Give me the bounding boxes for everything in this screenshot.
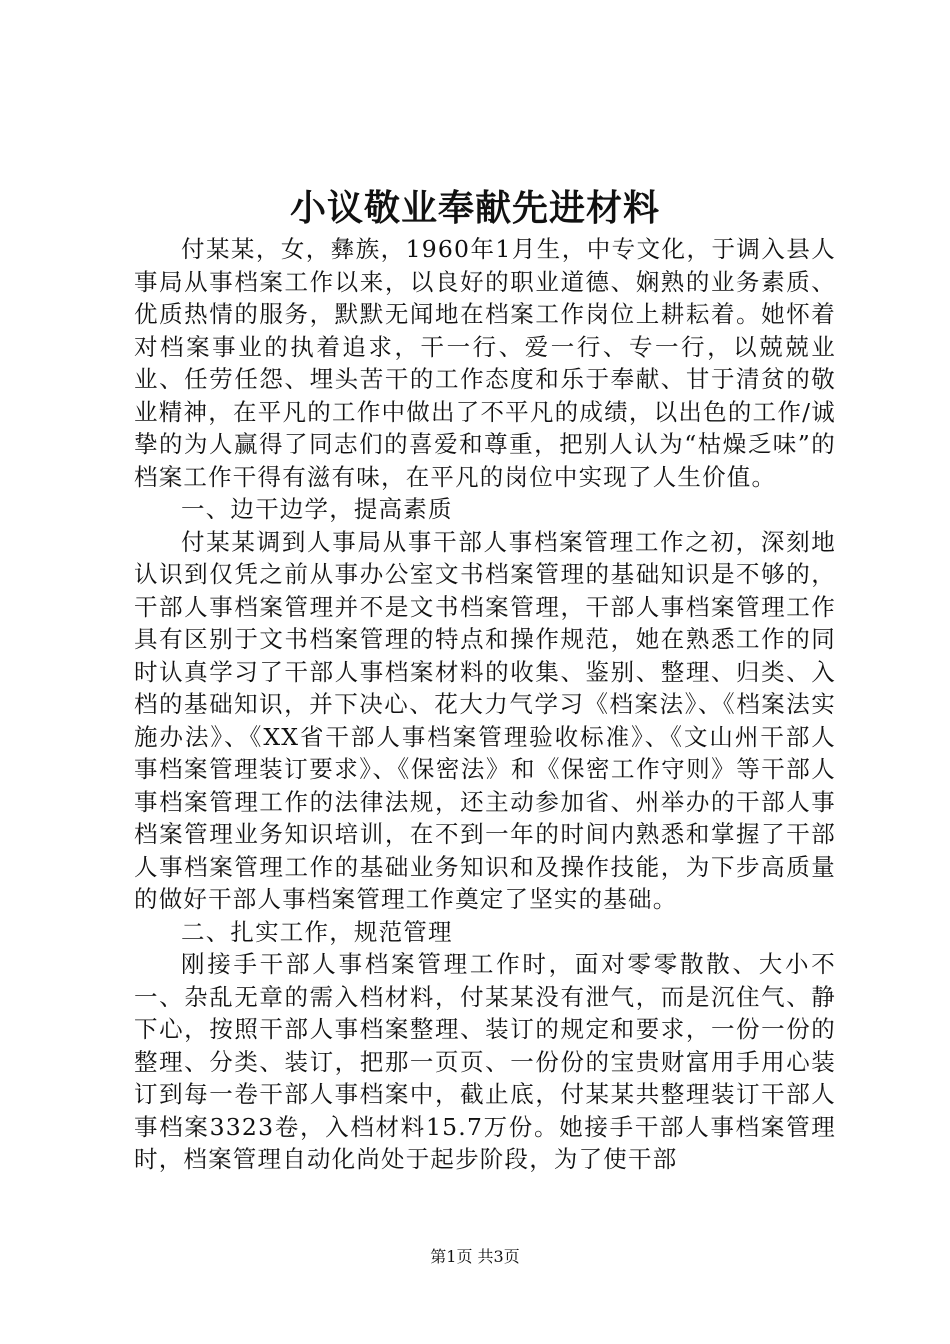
document-body [134, 233, 836, 1176]
section-heading-2: 二、扎实工作，规范管理 [181, 917, 453, 946]
page-number-footer: 第1页 共3页 [430, 1247, 520, 1266]
paragraph-section-2: 刚接手干部人事档案管理工作时，面对零零散散、大小不一、杂乱无章的需入档材料，付某某没有泄气，而是沉住气、静下心，按照干部人事档案整理、装订的规定和要求，一份一份的整理、分类、装订，把那一页页、一份份的宝贵财富用手用心装订到每一卷干部人事档案中，截止底，付某某共整理装订干部人事档案3323卷，入档材料15.7万份。她接手干部人事档案管理时，档案管理自动化尚处于起步阶段，为了使干部 [134, 950, 836, 1173]
paragraph-intro: 付某某，女，彝族，1960年1月生，中专文化，于调入县人事局从事档案工作以来，以良好的职业道德、娴熟的业务素质、优质热情的服务，默默无闻地在档案工作岗位上耕耘着。她怀着对档案事业的执着追求，干一行、爱一行、专一行，以兢兢业业、任劳任怨、埋头苦干的工作态度和乐于奉献、甘于清贫的敬业精神，在平凡的工作中做出了不平凡的成绩，以出色的工作/诚挚的为人赢得了同志们的喜爱和尊重，把别人认为“枯燥乏味”的档案工作干得有滋有味，在平凡的岗位中实现了人生价值。 [134, 235, 836, 491]
section-heading-1: 一、边干边学，提高素质 [181, 495, 453, 523]
paragraph-section-1: 付某某调到人事局从事干部人事档案管理工作之初，深刻地认识到仅凭之前从事办公室文书档案管理的基础知识是不够的，干部人事档案管理并不是文书档案管理，干部人事档案管理工作具有区别于文书档案管理的特点和操作规范，她在熟悉工作的同时认真学习了干部人事档案材料的收集、鉴别、整理、归类、入档的基础知识，并下决心、花大力气学习《档案法》、《档案法实施办法》、《XX省干部人事档案管理验收标准》、《文山州干部人事档案管理装订要求》、《保密法》和《保密工作守则》等干部人事档案管理工作的法律法规，还主动参加省、州举办的干部人事档案管理业务知识培训，在不到一年的时间内熟悉和掌握了干部人事档案管理工作的基础业务知识和及操作技能，为下步高质量的做好干部人事档案管理工作奠定了坚实的基础。 [134, 527, 836, 913]
document-title: 小议敬业奉献先进材料 [289, 187, 660, 229]
